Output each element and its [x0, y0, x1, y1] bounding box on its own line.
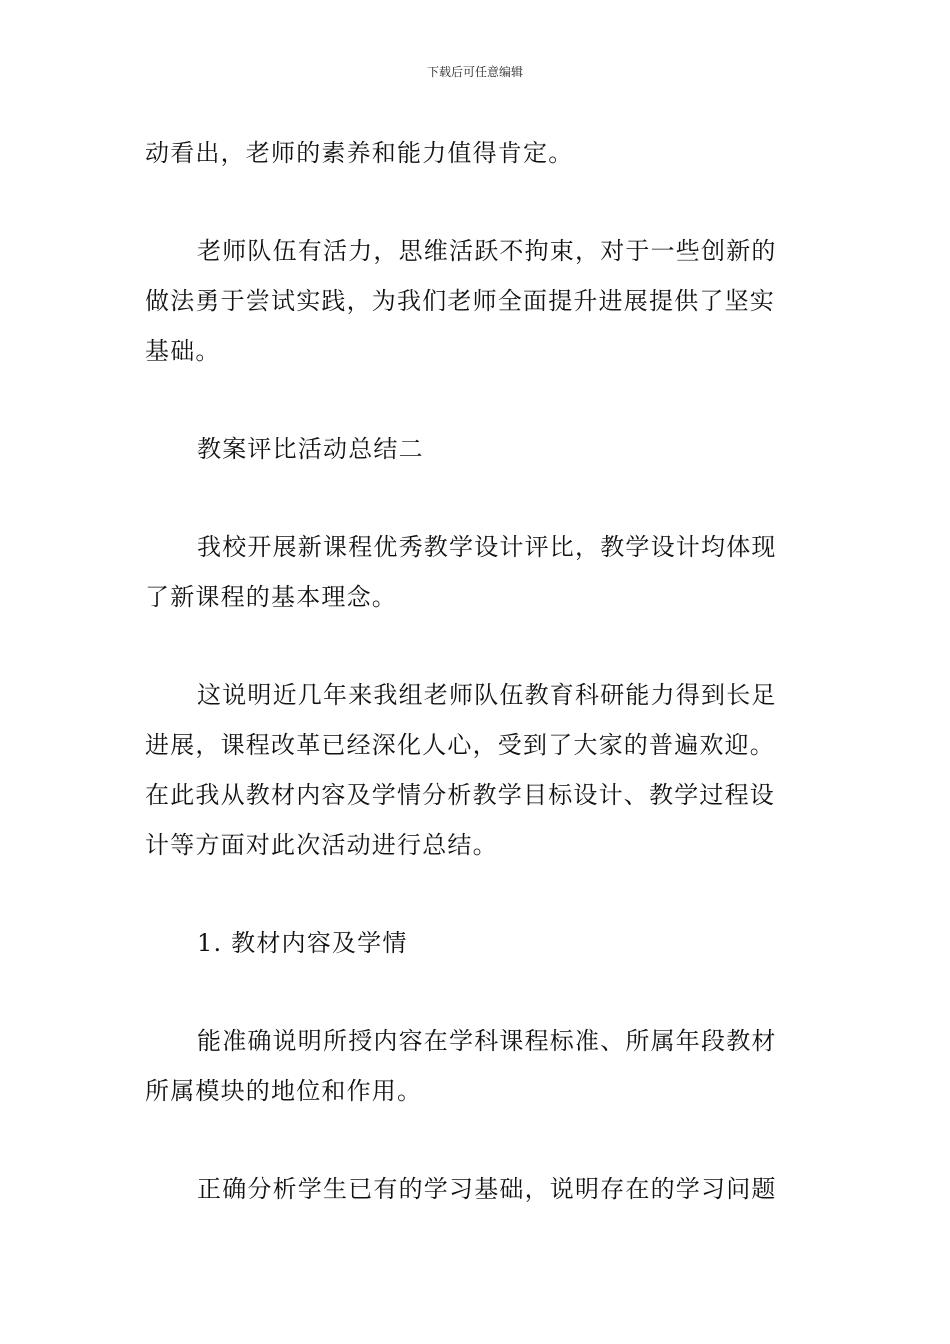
paragraph	[145, 128, 809, 178]
paragraph	[145, 226, 809, 376]
numbered-heading	[145, 918, 809, 968]
text-line: 做法勇于尝试实践，为我们老师全面提升进展提供了坚实	[145, 287, 775, 315]
text-line: 所属模块的地位和作用。	[145, 1077, 423, 1105]
text-line: 基础。	[145, 337, 221, 365]
text-line: 正确分析学生已有的学习基础，说明存在的学习问题	[197, 1175, 777, 1203]
text-line: 教案评比活动总结二	[197, 435, 424, 463]
page-header: 下载后可任意编辑	[426, 65, 523, 79]
text-line: 1. 教材内容及学情	[197, 929, 408, 957]
paragraph	[145, 1164, 809, 1214]
text-line: 老师队伍有活力，思维活跃不拘束，对于一些创新的	[197, 237, 777, 265]
text-line: 能准确说明所授内容在学科课程标准、所属年段教材	[197, 1027, 777, 1055]
text-line: 我校开展新课程优秀教学设计评比，教学设计均体现	[197, 533, 777, 561]
text-line: 在此我从教材内容及学情分析教学目标设计、教学过程设	[145, 781, 775, 809]
paragraph	[145, 522, 809, 622]
text-line: 动看出，老师的素养和能力值得肯定。	[145, 139, 574, 167]
text-line: 了新课程的基本理念。	[145, 583, 397, 611]
document-body	[145, 128, 809, 1214]
text-line: 计等方面对此次活动进行总结。	[145, 831, 498, 859]
section-heading	[145, 424, 809, 474]
paragraph	[145, 670, 809, 870]
text-line: 进展，课程改革已经深化人心，受到了大家的普遍欢迎。	[145, 731, 775, 759]
paragraph	[145, 1016, 809, 1116]
text-line: 这说明近几年来我组老师队伍教育科研能力得到长足	[197, 681, 777, 709]
